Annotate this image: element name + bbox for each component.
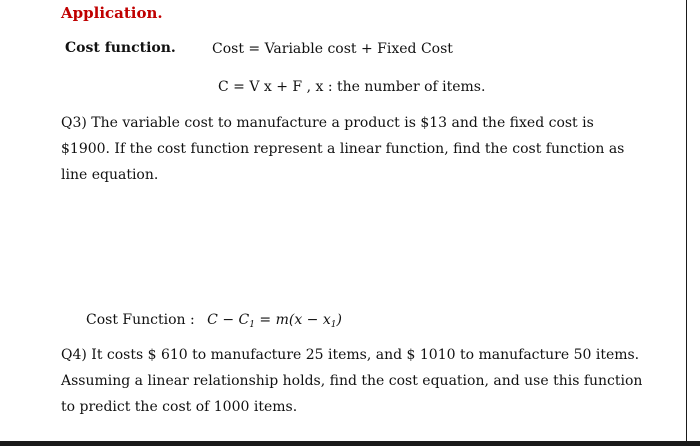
formula-subscript: 1	[249, 320, 255, 330]
question-4-line: Assuming a linear relationship holds, find the cost equation, and use this function	[61, 373, 643, 389]
question-3-line: Q3) The variable cost to manufacture a product is $13 and the fixed cost is	[61, 115, 594, 131]
question-4-line: Q4) It costs $ 610 to manufacture 25 items, and $ 1010 to manufacture 50 items.	[61, 347, 640, 363]
question-3	[61, 110, 624, 188]
section-heading: Application.	[61, 4, 163, 22]
page-border-bottom	[0, 441, 700, 446]
formula-part: = m(x − x	[254, 312, 331, 328]
cost-function-label: Cost function.	[65, 40, 176, 56]
question-4-line: to predict the cost of 1000 items.	[61, 399, 298, 415]
page-border-right	[686, 0, 687, 446]
formula-part: C − C	[207, 312, 250, 328]
question-3-line: $1900. If the cost function represent a linear function, find the cost function as	[61, 141, 625, 157]
point-slope-formula	[86, 312, 342, 330]
point-slope-label: Cost Function :	[86, 312, 195, 328]
question-4	[61, 342, 642, 420]
cost-function-symbolic: C = V x + F , x : the number of items.	[218, 79, 486, 95]
point-slope-equation	[207, 312, 342, 328]
formula-part: )	[336, 312, 342, 328]
formula-subscript: 1	[330, 320, 337, 330]
question-3-line: line equation.	[61, 167, 159, 183]
cost-function-definition: Cost = Variable cost + Fixed Cost	[212, 41, 453, 57]
